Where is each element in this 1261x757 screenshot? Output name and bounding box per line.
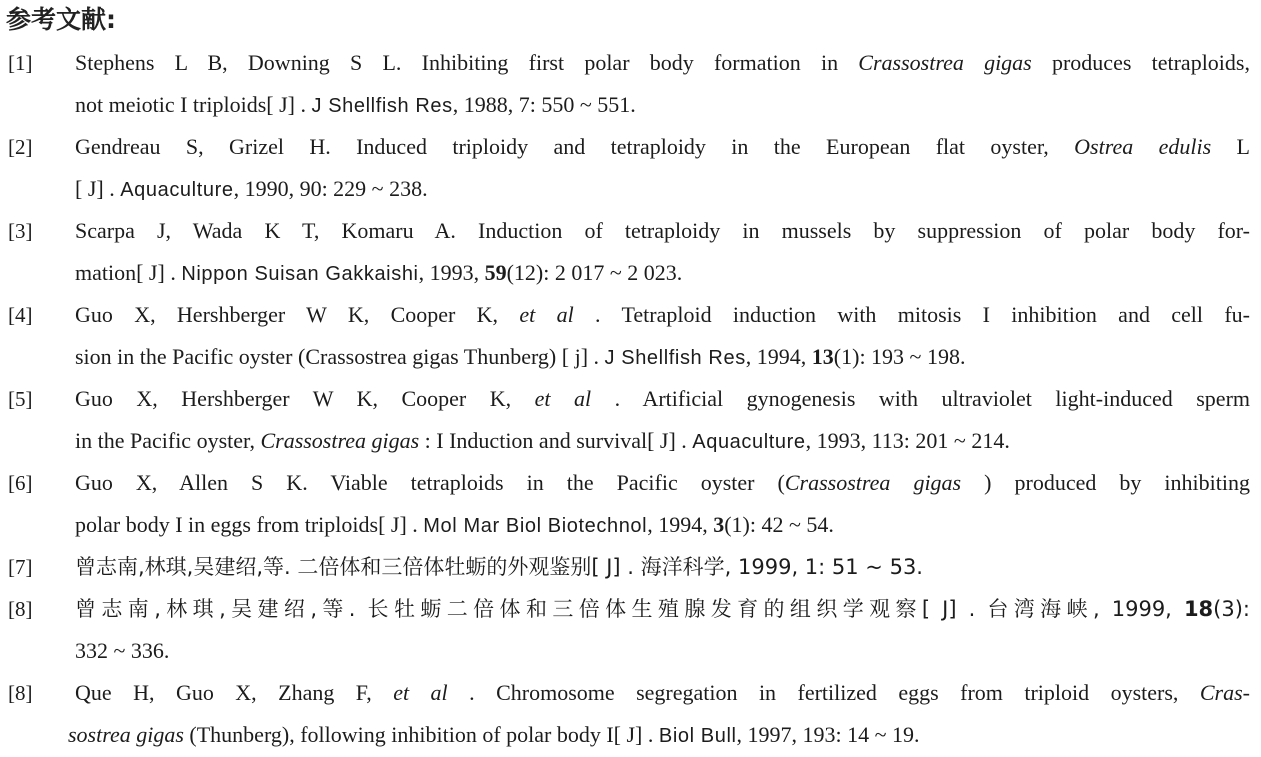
species-name: Crassostrea gigas: [784, 470, 962, 495]
reference-body: [75, 462, 1250, 546]
reference-number: [8]: [8, 597, 33, 621]
journal-name: Aquaculture: [692, 431, 806, 453]
reference-text: 曾志南,林琪,吴建绍,等. 二倍体和三倍体牡蛎的外观鉴别[ J] . 海洋科学, 1999, 1: 51 ~ 53.: [75, 555, 923, 579]
reference-number: [6]: [8, 471, 33, 495]
reference-text: (1): 42 ~ 54.: [724, 512, 834, 537]
reference-text: . Chromosome segregation in fertilized eggs from triploid oysters,: [447, 680, 1200, 705]
reference-item: [8, 126, 1250, 210]
reference-line: [75, 84, 1250, 126]
reference-text: (3):: [1213, 597, 1250, 621]
reference-body: [75, 42, 1250, 126]
reference-line: [75, 252, 1250, 294]
journal-name: Aquaculture: [120, 179, 234, 201]
species-name: Ostrea edulis: [1074, 134, 1212, 159]
species-name: sostrea gigas: [68, 722, 184, 747]
reference-text: [ J] .: [75, 176, 121, 201]
reference-text: (1): 193 ~ 198.: [833, 344, 966, 369]
reference-line: [75, 336, 1250, 378]
reference-text: , 1993, 113: 201 ~ 214.: [805, 428, 1010, 453]
reference-number: [4]: [8, 303, 33, 327]
reference-line: [75, 630, 1250, 672]
reference-text: , 1994,: [745, 344, 812, 369]
reference-line: [75, 462, 1250, 504]
journal-name: Mol Mar Biol Biotechnol: [423, 515, 648, 537]
reference-line: [75, 546, 1250, 588]
reference-text: . Tetraploid induction with mitosis I inhibition and cell fu-: [573, 302, 1250, 327]
reference-text: Guo X, Allen S K. Viable tetraploids in the Pacific oyster (: [75, 470, 785, 495]
et-al: et al: [534, 386, 592, 411]
reference-body: [75, 126, 1250, 210]
reference-line: [75, 504, 1250, 546]
reference-text: , 1997, 193: 14 ~ 19.: [736, 722, 920, 747]
references-heading: 参考文献:: [6, 5, 116, 34]
reference-text: Guo X, Hershberger W K, Cooper K,: [75, 302, 520, 327]
reference-text: Que H, Guo X, Zhang F,: [75, 680, 394, 705]
species-name: Crassostrea gigas: [260, 428, 420, 453]
reference-text: produces tetraploids,: [1031, 50, 1250, 75]
reference-text: , 1994,: [647, 512, 714, 537]
journal-name: J Shellfish Res: [311, 95, 453, 117]
reference-line: [75, 672, 1250, 714]
reference-body: [75, 294, 1250, 378]
reference-text: polar body I in eggs from triploids[ J] .: [75, 512, 424, 537]
reference-line: [75, 126, 1250, 168]
reference-item: [8, 294, 1250, 378]
reference-line: [75, 210, 1250, 252]
reference-text: L: [1211, 134, 1250, 159]
reference-item: [8, 672, 1250, 756]
reference-text: : I Induction and survival[ J] .: [419, 428, 693, 453]
reference-text: 曾志南,林琪,吴建绍,等. 长牡蛎二倍体和三倍体生殖腺发育的组织学观察[ J] . 台湾海峡, 1999,: [75, 597, 1184, 621]
reference-text: not meiotic I triploids[ J] .: [75, 92, 312, 117]
reference-body: [75, 588, 1250, 672]
reference-body: [68, 672, 1250, 756]
reference-text: . Artificial gynogenesis with ultraviolet light-induced sperm: [591, 386, 1250, 411]
reference-line: [75, 168, 1250, 210]
reference-number: [3]: [8, 219, 33, 243]
reference-number: [1]: [8, 51, 33, 75]
reference-number: [5]: [8, 387, 33, 411]
journal-name: Biol Bull: [658, 725, 737, 747]
reference-number: [7]: [8, 555, 33, 579]
reference-line: [68, 714, 1250, 756]
reference-line: [75, 588, 1250, 630]
reference-number: [2]: [8, 135, 33, 159]
journal-name: Nippon Suisan Gakkaishi: [181, 263, 419, 285]
reference-text: (12): 2 017 ~ 2 023.: [506, 260, 683, 285]
reference-text: , 1988, 7: 550 ~ 551.: [452, 92, 636, 117]
reference-list: [8, 42, 1250, 756]
reference-item: [8, 378, 1250, 462]
species-name: Crassostrea gigas: [858, 50, 1032, 75]
reference-text: in the Pacific oyster,: [75, 428, 261, 453]
reference-text: (Thunberg), following inhibition of polar body I[ J] .: [183, 722, 659, 747]
reference-item: [8, 210, 1250, 294]
reference-line: [75, 378, 1250, 420]
reference-text: , 1993,: [418, 260, 485, 285]
reference-text: mation[ J] .: [75, 260, 182, 285]
reference-text: ) produced by inhibiting: [961, 470, 1250, 495]
reference-body: [75, 210, 1250, 294]
reference-text: sion in the Pacific oyster (Crassostrea gigas Thunberg) [ j] .: [75, 344, 605, 369]
reference-body: [75, 546, 1250, 588]
reference-number: [8]: [8, 681, 33, 705]
reference-line: [75, 42, 1250, 84]
reference-item: [8, 546, 1250, 588]
volume-number: 3: [713, 512, 725, 537]
reference-item: [8, 588, 1250, 672]
et-al: et al: [393, 680, 448, 705]
et-al: et al: [519, 302, 574, 327]
volume-number: 59: [484, 260, 507, 285]
reference-body: [75, 378, 1250, 462]
reference-text: 332 ~ 336.: [75, 638, 170, 663]
reference-text: Gendreau S, Grizel H. Induced triploidy and tetraploidy in the European flat oyster,: [75, 134, 1075, 159]
journal-name: J Shellfish Res: [604, 347, 746, 369]
reference-text: Scarpa J, Wada K T, Komaru A. Induction of tetraploidy in mussels by suppression of polar body for-: [75, 218, 1250, 243]
reference-line: [75, 294, 1250, 336]
reference-text: Stephens L B, Downing S L. Inhibiting first polar body formation in: [75, 50, 859, 75]
reference-text: Guo X, Hershberger W K, Cooper K,: [75, 386, 535, 411]
volume-number: 18: [1183, 597, 1214, 621]
reference-line: [75, 420, 1250, 462]
reference-text: , 1990, 90: 229 ~ 238.: [233, 176, 428, 201]
reference-item: [8, 462, 1250, 546]
volume-number: 13: [811, 344, 834, 369]
reference-item: [8, 42, 1250, 126]
species-name: Cras-: [1199, 680, 1250, 705]
